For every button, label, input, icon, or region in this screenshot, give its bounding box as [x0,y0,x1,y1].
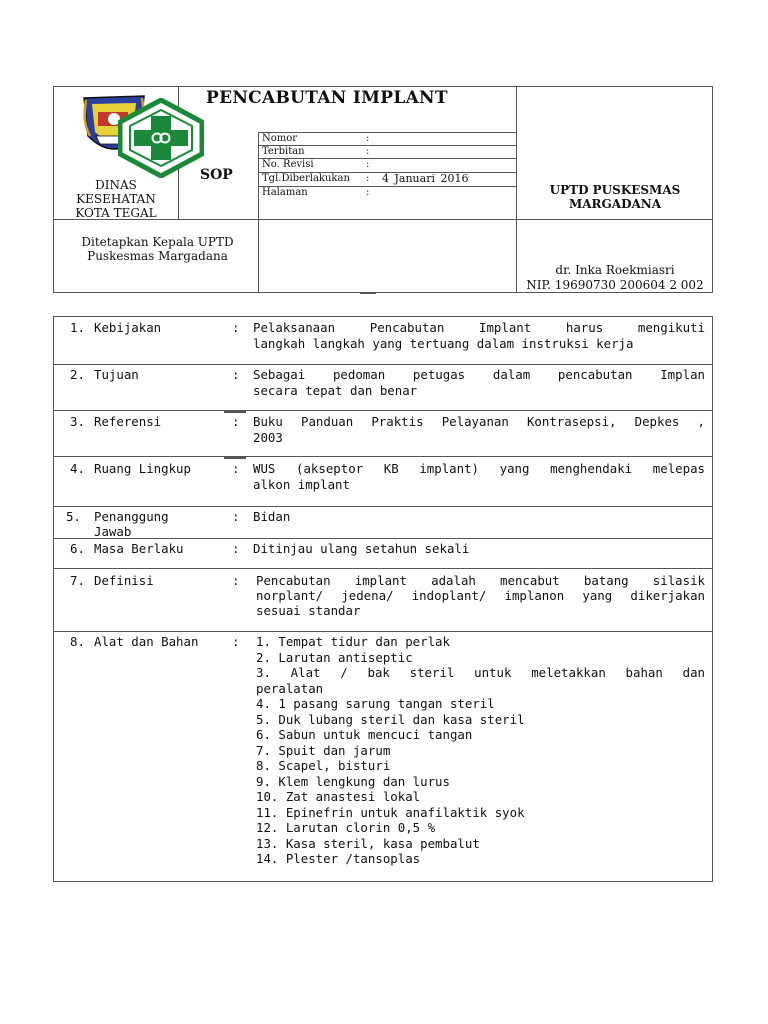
section-number: 6. [70,541,85,556]
list-item: 9. Klem lengkung dan lurus [256,773,450,789]
section-colon: : [232,461,240,476]
section-label: Alat dan Bahan [94,634,199,649]
section-text-line: WUS (akseptor KB implant) yang menghendaki melepas [253,461,705,476]
section-label: Referensi [94,414,162,429]
section-number: 3. [70,414,85,429]
ditetapkan-line: Ditetapkan Kepala UPTD [81,235,234,249]
section-text-line: secara tepat dan benar [253,383,418,398]
section-text-line: Pelaksanaan Pencabutan Implant harus mengikuti [253,320,705,335]
meta-label-terbitan: Terbitan [262,146,305,157]
list-item: 6. Sabun untuk mencuci tangan [256,727,473,742]
dinas-line: DINAS [95,178,137,192]
meta-label-revisi: No. Revisi [262,159,314,170]
section-label: Jawab [94,524,132,539]
section-number: 2. [70,367,85,382]
puskesmas-logo-icon [118,98,204,178]
list-item: 4. 1 pasang sarung tangan steril [256,696,495,711]
list-item: peralatan [256,680,324,696]
list-item: 12. Larutan clorin 0,5 % [256,820,436,835]
meta-colon: : [366,133,370,144]
section-colon: : [232,634,240,649]
section-colon: : [232,320,240,335]
section-label: Ruang Lingkup [94,461,191,476]
meta-colon: : [366,173,370,184]
section-label: Definisi [94,573,154,588]
section-number: 7. [70,573,85,588]
meta-colon: : [366,159,370,170]
dinas-line: KOTA TEGAL [75,206,157,220]
list-item: 11. Epinefrin untuk anafilaktik syok [256,804,525,820]
section-colon: : [232,541,240,556]
document-title: PENCABUTAN IMPLANT [206,88,448,108]
uptd-line: UPTD PUSKESMAS [549,183,681,197]
section-number: 5. [66,509,81,524]
section-colon: : [232,573,240,588]
sop-label: SOP [200,167,233,183]
meta-label-nomor: Nomor [262,133,298,144]
section-text-line: langkah langkah yang tertuang dalam instruksi kerja [253,336,634,351]
section-text-line: norplant/ jedena/ indoplant/ implanon yang dikerjakan [256,588,705,603]
signer-name: dr. Inka Roekmiasri [555,263,675,277]
section-label: Masa Berlaku [94,541,184,556]
ditetapkan-line: Puskesmas Margadana [87,249,228,263]
section-number: 1. [70,320,85,335]
uptd-label [520,183,710,211]
section-text-line: 2003 [253,430,283,445]
dinas-label [60,178,172,220]
meta-colon: : [366,187,370,198]
section-colon: : [232,509,240,524]
meta-label-tgl: Tgl.Diberlakukan [262,173,350,184]
dinas-line: KESEHATAN [76,192,156,206]
meta-value-tgl: 4 Januari 2016 [382,172,469,185]
list-item: 1. Tempat tidur dan perlak [256,634,450,649]
list-item: 5. Duk lubang steril dan kasa steril [256,711,525,727]
ditetapkan-label [60,235,255,263]
list-item: 2. Larutan antiseptic [256,649,413,665]
section-label: Kebijakan [94,320,162,335]
meta-colon: : [366,146,370,157]
list-item: 10. Zat anastesi lokal [256,789,421,804]
list-item: 3. Alat / bak steril untuk meletakkan bahan dan [256,665,705,680]
section-text-line: Sebagai pedoman petugas dalam pencabutan Implan [253,367,705,382]
list-item: 8. Scapel, bisturi [256,758,391,773]
list-item: 7. Spuit dan jarum [256,742,391,758]
section-number: 4. [70,461,85,476]
list-item: 14. Plester /tansoplas [256,851,421,866]
meta-label-halaman: Halaman [262,187,308,198]
section-number: 8. [70,634,85,649]
section-text-line: Bidan [253,509,291,524]
uptd-line: MARGADANA [568,197,662,211]
list-item: 13. Kasa steril, kasa pembalut [256,835,480,851]
section-label: Penanggung [94,509,169,524]
section-label: Tujuan [94,367,139,382]
section-text-line: sesuai standar [256,603,361,618]
signer-nip: NIP. 19690730 200604 2 002 [526,278,704,292]
section-colon: : [232,367,240,382]
section-text-line: Pencabutan implant adalah mencabut batang silasik [256,573,705,588]
section-text-line: Buku Panduan Praktis Pelayanan Kontrasepsi, Depkes , [253,414,705,429]
section-text-line: alkon implant [253,477,350,492]
section-colon: : [232,414,240,429]
section-text-line: Ditinjau ulang setahun sekali [253,541,470,556]
